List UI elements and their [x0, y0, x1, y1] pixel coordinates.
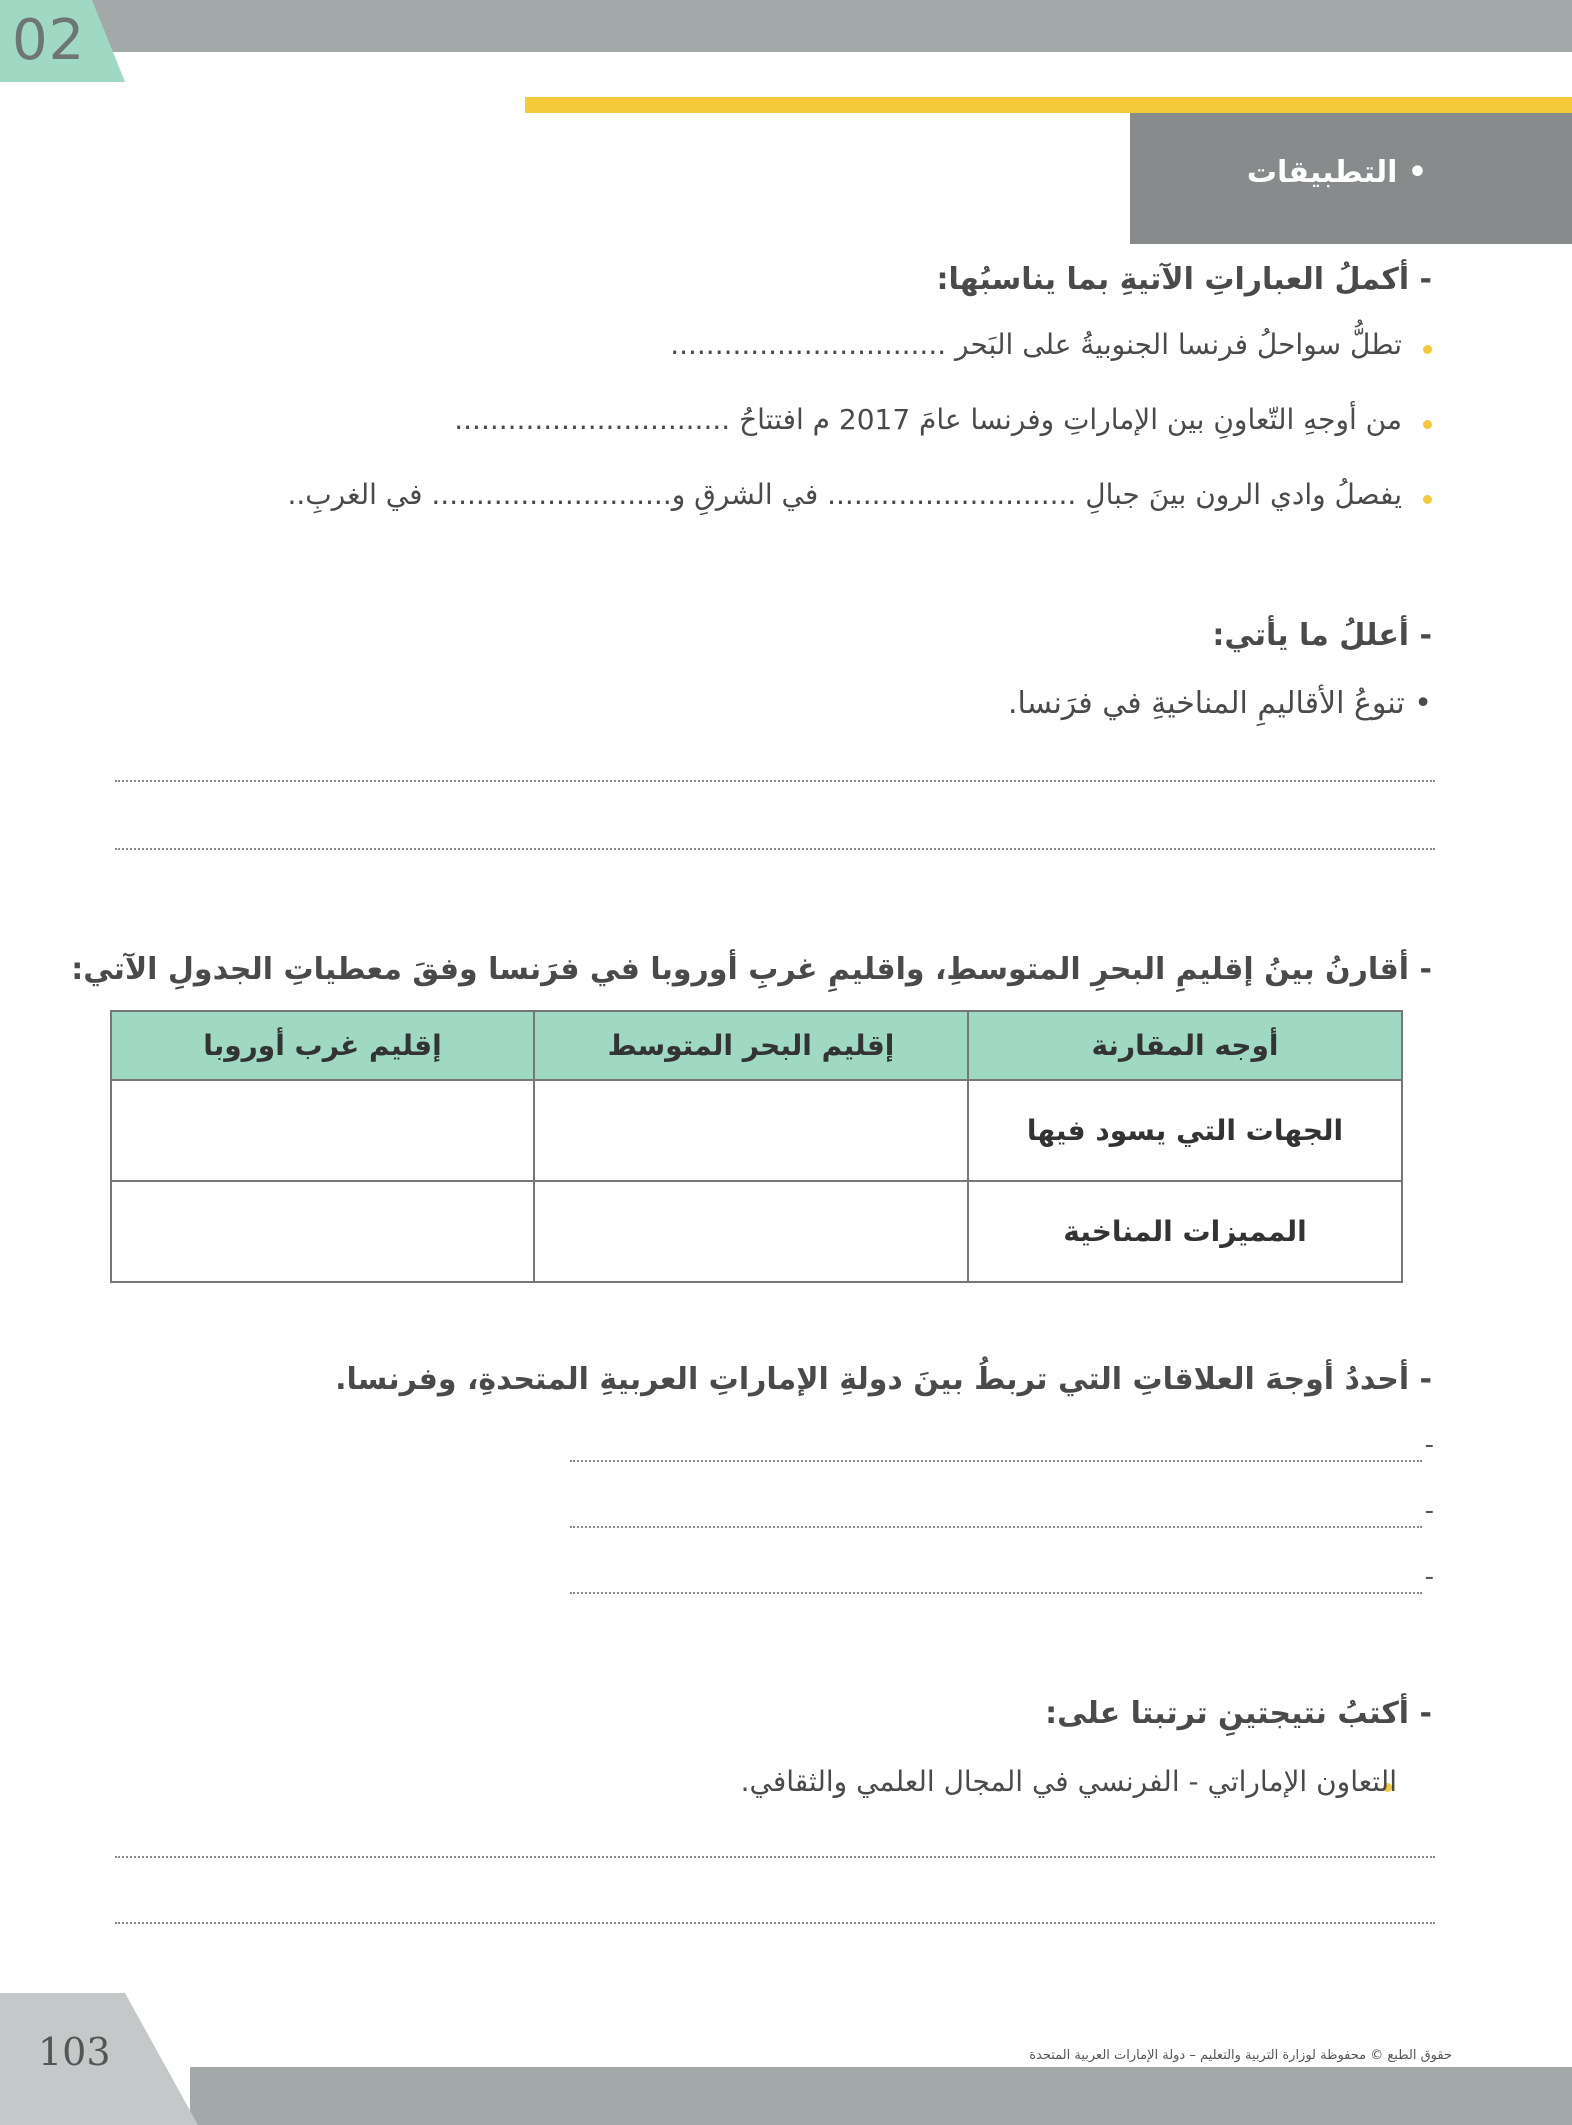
page-number: 103: [38, 2030, 111, 2074]
q3-prompt: - أقارنُ بينُ إقليمِ البحرِ المتوسطِ، واقليمِ غربِ أوروبا في فرَنسا وفقَ معطياتِ الجدولِ الآتي:: [71, 952, 1432, 987]
q1-prompt: - أكملُ العباراتِ الآتيةِ بما يناسبُها:: [936, 262, 1432, 297]
dash-marker: -: [1424, 1496, 1434, 1526]
table-row: [111, 1181, 1402, 1282]
bullet-icon: [1423, 345, 1432, 354]
dash-marker: -: [1424, 1430, 1434, 1460]
table-cell[interactable]: [111, 1181, 534, 1282]
q4-prompt: - أحددُ أوجهَ العلاقاتِ التي تربطُ بينَ دولةِ الإماراتِ العربيةِ المتحدةِ، وفرنسا.: [335, 1362, 1432, 1397]
q1-item-1: تطلُّ سواحلُ فرنسا الجنوبيةُ على البَحر ...............................: [670, 328, 1402, 361]
top-bar: [0, 0, 1572, 52]
bullet-icon: [1423, 420, 1432, 429]
table-row: [111, 1080, 1402, 1181]
bullet-icon: [1423, 495, 1432, 504]
q2-prompt: - أعللُ ما يأتي:: [1212, 618, 1432, 653]
accent-line: [525, 97, 1572, 113]
table-header: أوجه المقارنة: [968, 1011, 1402, 1080]
table-row-label: الجهات التي يسود فيها: [968, 1080, 1402, 1181]
answer-line[interactable]: [570, 1460, 1422, 1462]
table-header: إقليم غرب أوروبا: [111, 1011, 534, 1080]
answer-line[interactable]: [115, 1922, 1435, 1924]
table-row-label: المميزات المناخية: [968, 1181, 1402, 1282]
dash-marker: -: [1424, 1562, 1434, 1592]
answer-line[interactable]: [115, 1856, 1435, 1858]
answer-line[interactable]: [570, 1526, 1422, 1528]
q1-item-3: يفصلُ وادي الرون بينَ جبالِ ............................ في الشرقِ و........................... في الغربِ..: [287, 478, 1402, 511]
chapter-number: 02: [12, 8, 86, 73]
answer-line[interactable]: [570, 1592, 1422, 1594]
q1-item-2: من أوجهِ التّعاونِ بين الإماراتِ وفرنسا عامَ 2017 م افتتاحُ ...............................: [454, 403, 1402, 436]
answer-line[interactable]: [115, 780, 1435, 782]
comparison-table: [110, 1010, 1403, 1283]
q2-item: • تنوعُ الأقاليمِ المناخيةِ في فرَنسا.: [1008, 686, 1432, 721]
q5-item: التعاون الإماراتي - الفرنسي في المجال العلمي والثقافي.: [740, 1765, 1397, 1798]
table-cell[interactable]: [534, 1080, 968, 1181]
footer-bar: [190, 2067, 1572, 2125]
q5-prompt: - أكتبُ نتيجتينِ ترتبتا على:: [1045, 1696, 1432, 1731]
table-header-row: [111, 1011, 1402, 1080]
table-header: إقليم البحر المتوسط: [534, 1011, 968, 1080]
table-cell[interactable]: [534, 1181, 968, 1282]
copyright-text: حقوق الطبع © محفوظة لوزارة التربية والتعليم – دولة الإمارات العربية المتحدة: [1029, 2048, 1452, 2063]
answer-line[interactable]: [115, 848, 1435, 850]
section-title: • التطبيقات: [1246, 155, 1427, 190]
table-cell[interactable]: [111, 1080, 534, 1181]
